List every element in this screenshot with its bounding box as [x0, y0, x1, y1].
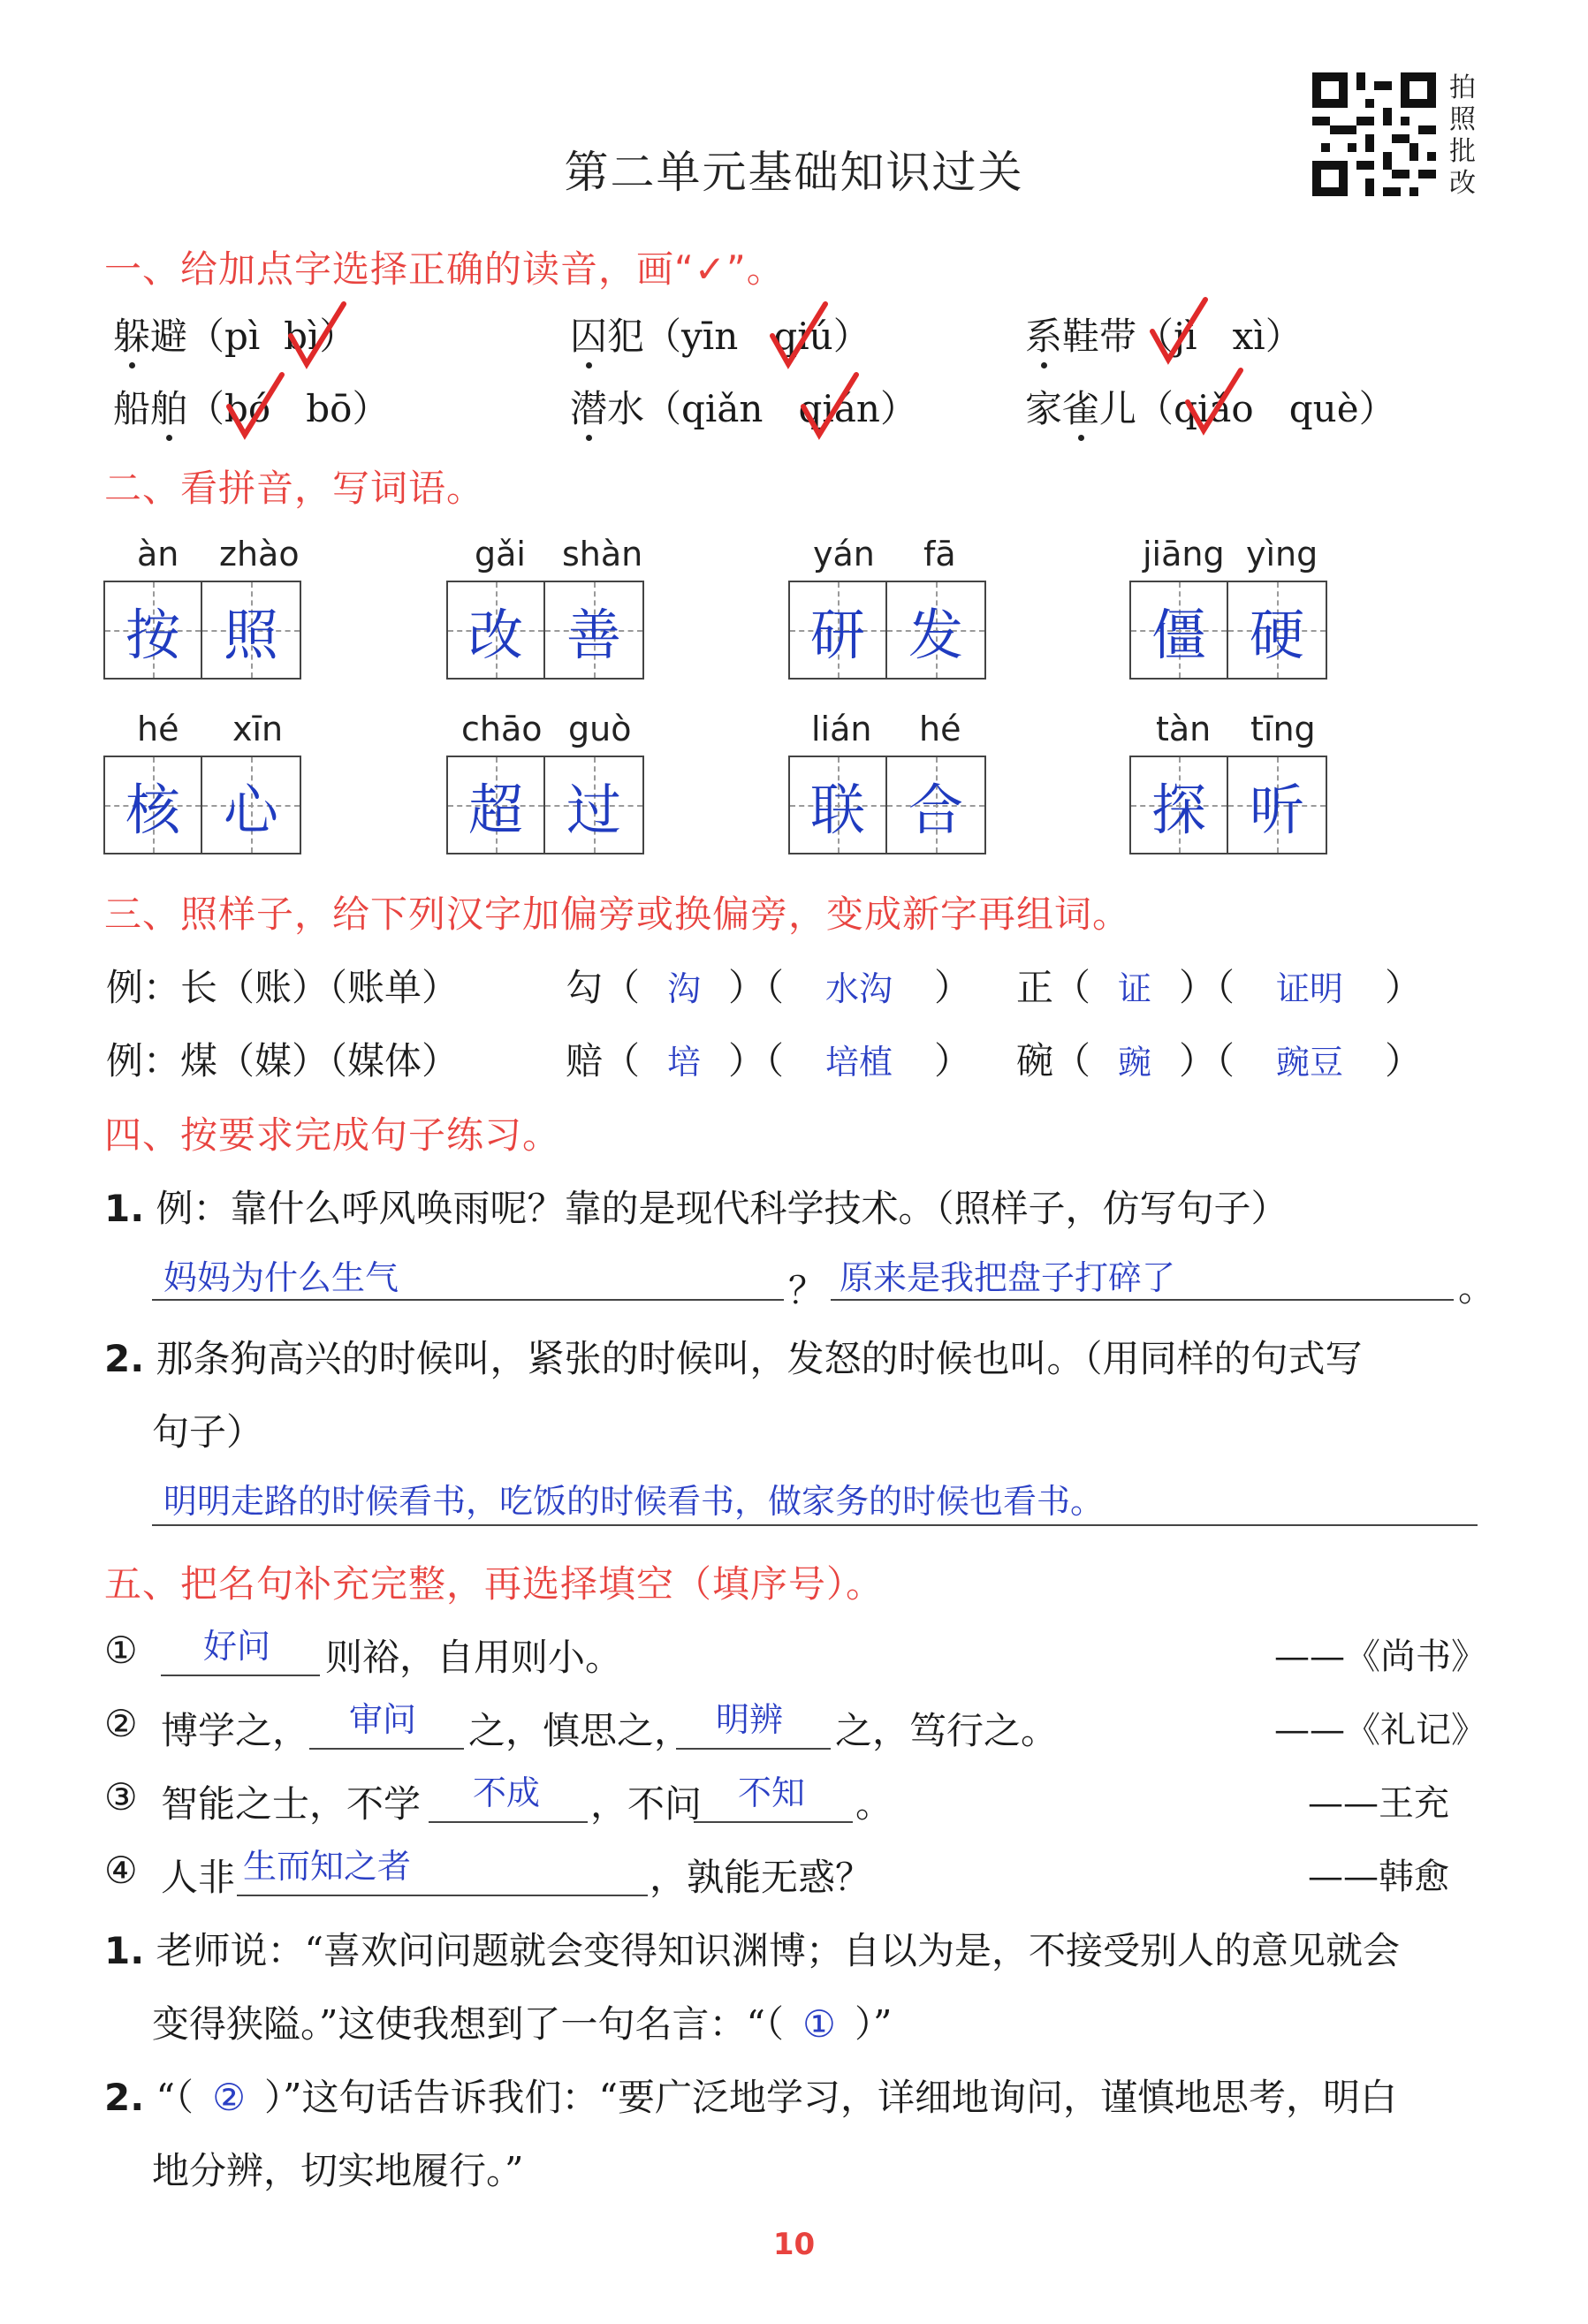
- check-mark-icon: [225, 371, 287, 442]
- answer-line: [676, 1748, 831, 1750]
- s5-answer: 明辨: [716, 1700, 784, 1739]
- check-mark-icon: [800, 371, 862, 442]
- pinyin: zhào: [219, 535, 300, 573]
- pinyin: gǎi: [475, 535, 526, 573]
- page-title: 第二单元基础知识过关: [564, 147, 1024, 198]
- page-number: 10: [772, 2227, 816, 2262]
- s1-item-1: 躲避（pì bì）: [113, 315, 357, 358]
- answer-char: 照: [224, 602, 279, 667]
- word-grid: [446, 756, 644, 854]
- answer-char: 探: [1151, 777, 1207, 842]
- answer-char: 研: [810, 602, 866, 667]
- pinyin: shàn: [562, 535, 643, 573]
- pinyin: xīn: [232, 710, 284, 748]
- word-grid: [1129, 756, 1327, 854]
- word-grid: [103, 756, 301, 854]
- example-2: 例：煤（媒）（媒体）: [106, 1039, 460, 1082]
- word-grid: [788, 581, 986, 680]
- s5-answer: 不成: [473, 1773, 541, 1812]
- check-mark-icon: [1184, 367, 1246, 437]
- answer-char: 善: [566, 602, 622, 667]
- source: ——《礼记》: [1274, 1710, 1486, 1751]
- s1-item-4: 船舶（bó bō）: [113, 387, 390, 430]
- answer-char: 联: [810, 777, 866, 842]
- answer-line: [309, 1748, 464, 1750]
- answer-char: 按: [125, 602, 181, 667]
- check-mark-icon: [287, 300, 349, 371]
- pinyin: yán: [813, 535, 875, 573]
- answer-char: 发: [908, 602, 964, 667]
- dotted-char: 躲: [113, 315, 151, 358]
- answer-char: 超: [468, 777, 524, 842]
- s5-q1-line2: 变得狭隘。”这使我想到了一句名言：“（ ① ）”: [152, 2002, 893, 2046]
- s5-q2: 2. “（ ② ）”这句话告诉我们：“要广泛地学习，详细地询问，谨慎地思考，明白: [104, 2076, 1397, 2119]
- pinyin: lián: [811, 710, 872, 748]
- pinyin: hé: [919, 710, 961, 748]
- s4-q1: 1. 例：靠什么呼风唤雨呢？靠的是现代科学技术。（照样子，仿写句子）: [104, 1187, 1288, 1230]
- answer-char: 核: [125, 777, 181, 842]
- section2-heading: 二、看拼音，写词语。: [104, 467, 485, 510]
- answer-line: [429, 1821, 588, 1823]
- s5-answer: 不知: [738, 1773, 806, 1812]
- answer-line: [152, 1299, 784, 1301]
- answer-char: 合: [908, 777, 964, 842]
- word-grid: [446, 581, 644, 680]
- answer-char: 听: [1250, 777, 1305, 842]
- s4-q2-answer: 明明走路的时候看书，吃饭的时候看书，做家务的时候也看书。: [163, 1482, 1105, 1521]
- answer-char: 过: [566, 777, 622, 842]
- s4-q1-answer-2: 原来是我把盘子打碎了: [840, 1258, 1176, 1297]
- answer-char: 改: [468, 602, 524, 667]
- source: ——《尚书》: [1274, 1637, 1486, 1677]
- word-grid: [1129, 581, 1327, 680]
- answer-line: [831, 1299, 1454, 1301]
- s5-answer: 生而知之者: [243, 1847, 412, 1886]
- s3-item: 碗（ 豌 ）（ 豌豆 ）: [1016, 1039, 1423, 1082]
- answer-char: 心: [224, 777, 279, 842]
- section4-heading: 四、按要求完成句子练习。: [104, 1113, 561, 1157]
- source: ——王充: [1308, 1783, 1449, 1824]
- s3-item: 正（ 证 ）（ 证明 ）: [1016, 966, 1423, 1009]
- pinyin: fā: [923, 535, 956, 573]
- answer-char: 僵: [1151, 602, 1207, 667]
- pinyin: àn: [137, 535, 179, 573]
- answer-line: [152, 1524, 1478, 1526]
- section1-heading: 一、给加点字选择正确的读音，画“✓”。: [104, 247, 785, 291]
- pinyin: yìng: [1246, 535, 1318, 573]
- check-mark-icon: [769, 300, 831, 371]
- answer-char: 硬: [1250, 602, 1305, 667]
- answer-line: [237, 1895, 648, 1896]
- pinyin: hé: [137, 710, 179, 748]
- s1-item-5: 潜水（qiǎn qián）: [570, 387, 917, 430]
- s3-item: 赔（ 培 ）（ 培植 ）: [566, 1039, 972, 1082]
- s5-q2-answer: ②: [212, 2076, 246, 2119]
- pinyin: tàn: [1156, 710, 1212, 748]
- answer-line: [161, 1675, 320, 1676]
- qr-caption: 拍 照 批 改: [1449, 72, 1476, 199]
- pinyin: tīng: [1250, 710, 1316, 748]
- s5-answer: 好问: [203, 1627, 271, 1666]
- s1-item-3: 系鞋带（jì xì）: [1025, 315, 1303, 358]
- qr-code-icon: [1312, 72, 1436, 196]
- section5-heading: 五、把名句补充完整，再选择填空（填序号）。: [104, 1562, 885, 1606]
- s4-q2: 2. 那条狗高兴的时候叫，紧张的时候叫，发怒的时候也叫。（用同样的句式写: [104, 1337, 1363, 1380]
- word-grid: [788, 756, 986, 854]
- word-grid: [103, 581, 301, 680]
- s4-q1-answer-1: 妈妈为什么生气: [163, 1258, 399, 1297]
- pinyin: jiāng: [1143, 535, 1225, 573]
- s3-item: 勾（ 沟 ）（ 水沟 ）: [566, 966, 972, 1009]
- s5-answer: 审问: [349, 1700, 417, 1739]
- s5-q1-answer: ①: [802, 2002, 836, 2046]
- s1-item-6: 家雀儿（qiǎo què）: [1025, 387, 1396, 430]
- pinyin: guò: [568, 710, 632, 748]
- s1-item-2: 囚犯（yīn qiú）: [570, 315, 870, 358]
- s5-q1: 1. 老师说：“喜欢问问题就会变得知识渊博；自以为是，不接受别人的意见就会: [104, 1929, 1401, 1972]
- section3-heading: 三、照样子，给下列汉字加偏旁或换偏旁，变成新字再组词。: [104, 892, 1131, 936]
- example-1: 例：长（账）（账单）: [106, 966, 460, 1009]
- source: ——韩愈: [1308, 1857, 1449, 1897]
- pinyin: chāo: [461, 710, 543, 748]
- answer-line: [694, 1821, 853, 1823]
- check-mark-icon: [1149, 296, 1211, 367]
